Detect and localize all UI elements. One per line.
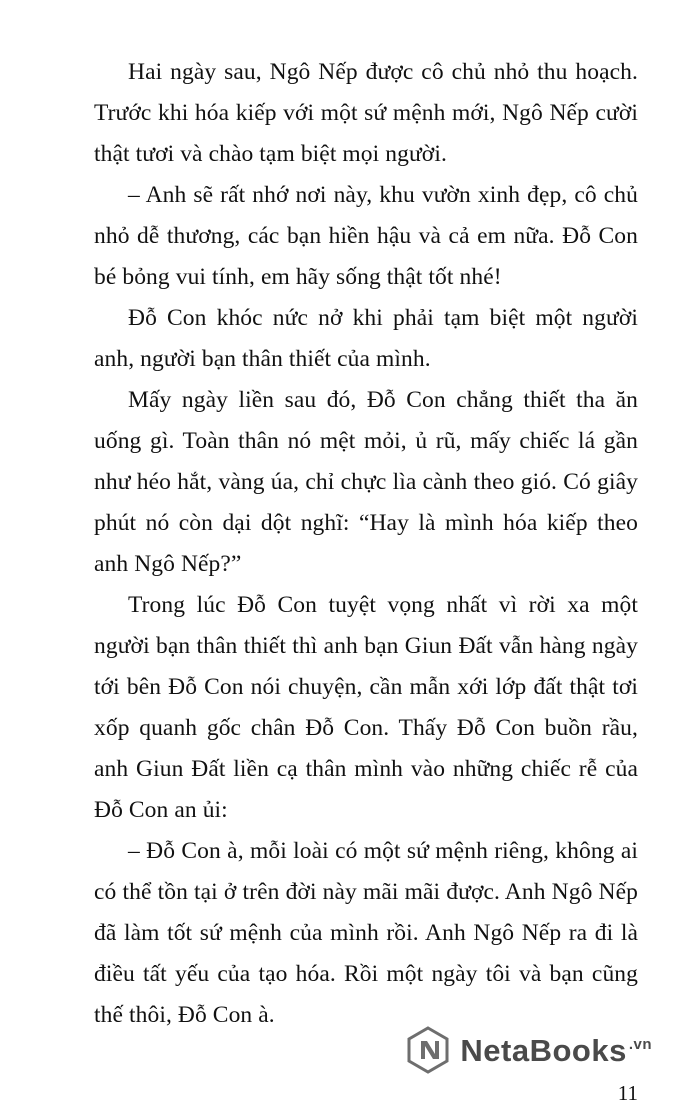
- paragraph: Mấy ngày liền sau đó, Đỗ Con chẳng thiết tha ăn uống gì. Toàn thân nó mệt mỏi, ủ rũ, mấy chiếc lá gần như héo hắt, vàng úa, chỉ chực lìa cành theo gió. Có giây phút nó còn dại dột nghĩ: “Hay là mình hóa kiếp theo anh Ngô Nếp?”: [94, 387, 638, 577]
- paragraph: – Anh sẽ rất nhớ nơi này, khu vườn xinh đẹp, cô chủ nhỏ dễ thương, các bạn hiền hậu và cả em nữa. Đỗ Con bé bỏng vui tính, em hãy sống thật tốt nhé!: [94, 182, 638, 290]
- paragraph: Trong lúc Đỗ Con tuyệt vọng nhất vì rời xa một người bạn thân thiết thì anh bạn Giun Đất vẫn hàng ngày tới bên Đỗ Con nói chuyện, cần mẫn xới lớp đất thật tơi xốp quanh gốc chân Đỗ Con. Thấy Đỗ Con buồn rầu, anh Giun Đất liền cạ thân mình vào những chiếc rễ của Đỗ Con an ủi:: [94, 592, 638, 823]
- brand-tld: .vn: [628, 1035, 652, 1053]
- netabooks-logo-icon: [406, 1026, 450, 1074]
- paragraph: Hai ngày sau, Ngô Nếp được cô chủ nhỏ thu hoạch. Trước khi hóa kiếp với một sứ mệnh mới, Ngô Nếp cười thật tươi và chào tạm biệt mọi người.: [94, 59, 638, 167]
- brand-name: NetaBooks: [460, 1032, 627, 1068]
- page-body: [94, 52, 638, 1036]
- paragraph: Đỗ Con khóc nức nở khi phải tạm biệt một người anh, người bạn thân thiết của mình.: [94, 305, 638, 372]
- paragraph: – Đỗ Con à, mỗi loài có một sứ mệnh riêng, không ai có thể tồn tại ở trên đời này mãi mãi được. Anh Ngô Nếp đã làm tốt sứ mệnh của mình rồi. Anh Ngô Nếp ra đi là điều tất yếu của tạo hóa. Rồi một ngày tôi và bạn cũng thế thôi, Đỗ Con à.: [94, 838, 638, 1028]
- page-footer: [0, 1000, 700, 1120]
- page-number: 11: [617, 1081, 638, 1105]
- netabooks-watermark: [406, 1026, 652, 1074]
- netabooks-wordmark: [460, 1032, 652, 1068]
